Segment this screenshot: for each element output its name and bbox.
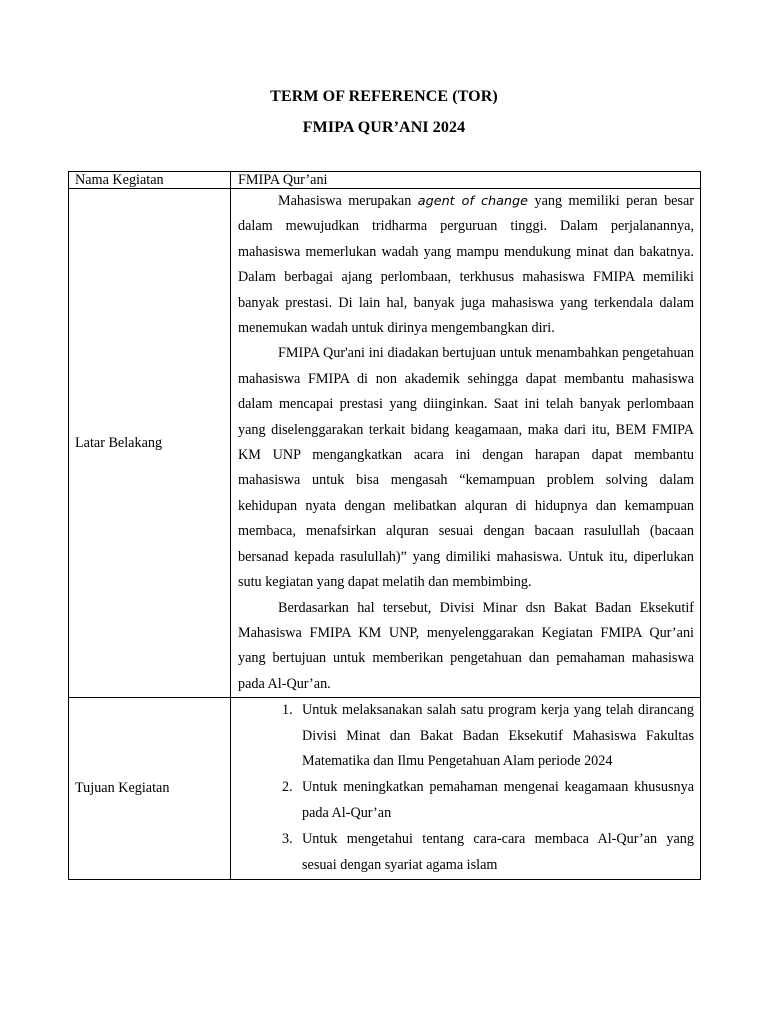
paragraph-text: Mahasiswa merupakan (278, 193, 418, 209)
emphasis-text: agent of change (417, 194, 529, 209)
paragraph-text: yang memiliki peran besar dalam mewujudkan tridharma perguruan tinggi. Dalam perjalanannya, mahasiswa memerlukan wadah yang mampu mendukung minat dan bakatnya. Dalam berbagai ajang perlombaan, terkhusus mahasiswa FMIPA memiliki banyak prestasi. Di lain hal, banyak juga mahasiswa yang terkendala dalam menemukan wadah untuk dirinya mengembangkan diri. (238, 193, 695, 337)
document-title: TERM OF REFERENCE (TOR) (270, 88, 498, 105)
list-number: 1. (282, 702, 293, 719)
background-cell (231, 189, 701, 698)
list-text: Untuk mengetahui tentang cara-cara membaca Al-Qur’an yang sesuai dengan syariat agama islam (302, 831, 694, 873)
row-label-tujuan-kegiatan: Tujuan Kegiatan (69, 698, 231, 880)
goals-list (238, 698, 694, 878)
list-number: 3. (282, 831, 293, 848)
table-row (69, 172, 701, 189)
background-paragraph-1 (238, 189, 694, 341)
background-paragraph-2: FMIPA Qur'ani ini diadakan bertujuan untuk menambahkan pengetahuan mahasiswa FMIPA di non akademik sehingga dapat membantu mahasiswa dalam mencapai prestasi yang diinginkan. Saat ini telah banyak perlombaan yang diselenggarakan terkait bidang keagamaan, maka dari itu, BEM FMIPA KM UNP mengangkatkan acara ini dengan harapan dapat membantu mahasiswa untuk bisa mengasah “kemampuan problem solving dalam kehidupan nyata dengan melibatkan alquran di hidupnya dan kemampuan membaca, menafsirkan alquran sesuai dengan bacaan rasulullah (bacaan bersanad kepada rasulullah)” yang dimiliki mahasiswa. Untuk itu, diperlukan sutu kegiatan yang dapat melatih dan membimbing. (238, 345, 694, 591)
row-label-nama-kegiatan: Nama Kegiatan (69, 172, 231, 189)
list-item (238, 827, 694, 878)
table-row (69, 189, 701, 698)
row-label-latar-belakang: Latar Belakang (69, 189, 231, 698)
row-value-nama-kegiatan: FMIPA Qur’ani (231, 172, 701, 189)
table-row (69, 698, 701, 880)
list-text: Untuk melaksanakan salah satu program kerja yang telah dirancang Divisi Minat dan Bakat Badan Eksekutif Mahasiswa Fakultas Matematika dan Ilmu Pengetahuan Alam periode 2024 (302, 702, 694, 769)
list-text: Untuk meningkatkan pemahaman mengenai keagamaan khususnya pada Al-Qur’an (302, 779, 694, 821)
document-subtitle: FMIPA QUR’ANI 2024 (302, 119, 466, 136)
list-item (238, 698, 694, 774)
tor-table (68, 171, 701, 880)
list-item (238, 775, 694, 826)
background-paragraph-3: Berdasarkan hal tersebut, Divisi Minar dsn Bakat Badan Eksekutif Mahasiswa FMIPA KM UNP, menyelenggarakan Kegiatan FMIPA Qur’ani yang bertujuan untuk memberikan pengetahuan dan pemahaman mahasiswa pada Al-Qur’an. (238, 599, 694, 692)
goals-cell (231, 698, 701, 880)
list-number: 2. (282, 779, 293, 796)
